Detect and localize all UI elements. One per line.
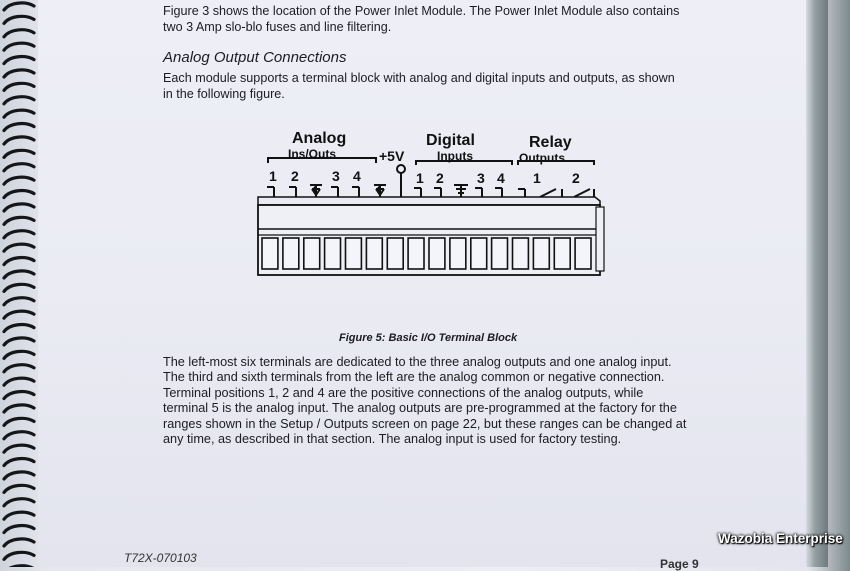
pin-number: 4 — [497, 170, 505, 186]
binding-coil — [4, 43, 34, 50]
binding-coil — [4, 418, 34, 425]
binding-coil — [4, 83, 34, 90]
terminal-slot — [283, 238, 299, 269]
terminal-slot — [366, 238, 382, 269]
body-line: terminal 5 is the analog input. The analog outputs are pre-programmed at the factory for the — [163, 401, 677, 416]
binding-coil — [4, 445, 34, 452]
pin-number-row — [269, 168, 580, 186]
binding-coil — [4, 405, 34, 412]
binding-coil — [4, 16, 34, 23]
binding-coil — [4, 177, 34, 184]
binding-coil — [4, 485, 34, 492]
page-edge — [806, 0, 828, 567]
digital-subtitle: Inputs — [437, 149, 473, 163]
terminal-slot — [533, 238, 549, 269]
terminal-block-diagram — [250, 125, 610, 285]
binding-coil — [4, 244, 34, 251]
terminal-slot — [554, 238, 570, 269]
binding-coil — [4, 258, 34, 265]
binding-coil — [4, 204, 34, 211]
terminal-slot — [471, 238, 487, 269]
binding-coil — [4, 499, 34, 506]
section-line: in the following figure. — [163, 86, 285, 101]
binding-coil — [4, 271, 34, 278]
spiral-binding — [0, 0, 40, 567]
binding-coil — [4, 231, 34, 238]
terminal-slot — [408, 238, 424, 269]
relay-subtitle: Outputs — [519, 151, 565, 165]
binding-coil — [4, 70, 34, 77]
body-line: The left-most six terminals are dedicated to the three analog outputs and one analog input. — [163, 355, 672, 369]
pin-number: 1 — [533, 170, 541, 186]
document-code: T72X-070103 — [124, 551, 197, 565]
body-line: ranges shown in the Setup / Outputs screen on page 22, but these ranges can be changed at — [163, 416, 687, 431]
body-paragraph — [163, 355, 686, 447]
binding-coil — [4, 3, 34, 10]
binding-coil — [4, 378, 34, 385]
binding-coil — [4, 325, 34, 332]
binding-coil — [4, 552, 34, 559]
terminal-slot — [429, 238, 445, 269]
binding-coil — [4, 191, 34, 198]
pin-number: 2 — [436, 170, 444, 186]
watermark-brand: Wazobia Enterprise — [718, 531, 843, 546]
binding-coil — [4, 512, 34, 519]
terminal-slot — [387, 238, 403, 269]
binding-coil — [4, 392, 34, 399]
binding-coil — [4, 124, 34, 131]
figure-caption: Figure 5: Basic I/O Terminal Block — [339, 332, 518, 344]
binding-coil — [4, 311, 34, 318]
binding-coil — [4, 57, 34, 64]
intro-line: two 3 Amp slo-blo fuses and line filtering. — [163, 19, 392, 34]
terminal-slot — [513, 238, 529, 269]
body-line: The third and sixth terminals from the left are the analog common or negative connection. — [163, 370, 665, 385]
terminal-slot — [492, 238, 508, 269]
analog-subtitle: Ins/Outs — [288, 147, 337, 161]
binding-coil — [4, 30, 34, 37]
section-line: Each module supports a terminal block with analog and digital inputs and outputs, as shown — [163, 71, 675, 85]
intro-line: Figure 3 shows the location of the Power Inlet Module. The Power Inlet Module also contains — [163, 4, 680, 18]
binding-coil — [4, 459, 34, 466]
binding-coil — [4, 526, 34, 533]
terminal-slot — [450, 238, 466, 269]
page-number: Page 9 — [660, 557, 699, 571]
binding-coil — [4, 298, 34, 305]
terminal-slot — [575, 238, 591, 269]
analog-title: Analog — [292, 130, 347, 147]
digital-bracket — [416, 161, 512, 165]
terminal-slot — [325, 238, 341, 269]
pin-number: 2 — [291, 168, 299, 184]
binding-coil — [4, 150, 34, 157]
power-terminal-ring — [397, 165, 405, 173]
binding-coil — [4, 539, 34, 546]
terminal-slot — [262, 238, 278, 269]
body-line: any time, as described in that section. The analog input is used for factory testing. — [163, 432, 622, 447]
pin-number: 4 — [353, 168, 361, 184]
intro-paragraph — [163, 4, 679, 35]
binding-coil — [4, 110, 34, 117]
power-label: +5V — [379, 148, 405, 164]
relay-title: Relay — [529, 134, 572, 151]
binding-coil — [4, 97, 34, 104]
pin-number: 3 — [477, 170, 485, 186]
binding-coil — [4, 164, 34, 171]
binding-coil — [4, 284, 34, 291]
binding-coil — [4, 472, 34, 479]
terminal-slot — [304, 238, 320, 269]
body-line: Terminal positions 1, 2 and 4 are the positive connections of the analog outputs, while — [163, 385, 644, 400]
pin-number: 2 — [572, 170, 580, 186]
binding-coil — [4, 137, 34, 144]
pin-number: 1 — [269, 168, 277, 184]
digital-title: Digital — [426, 132, 475, 149]
binding-coil — [4, 217, 34, 224]
terminal-slot — [346, 238, 362, 269]
binding-coil — [4, 432, 34, 439]
section-heading: Analog Output Connections — [163, 49, 347, 66]
pin-number: 3 — [332, 168, 340, 184]
binding-coil — [4, 351, 34, 358]
pin-number: 1 — [416, 170, 424, 186]
binding-coil — [4, 338, 34, 345]
section-paragraph — [163, 71, 675, 102]
binding-coil — [4, 365, 34, 372]
